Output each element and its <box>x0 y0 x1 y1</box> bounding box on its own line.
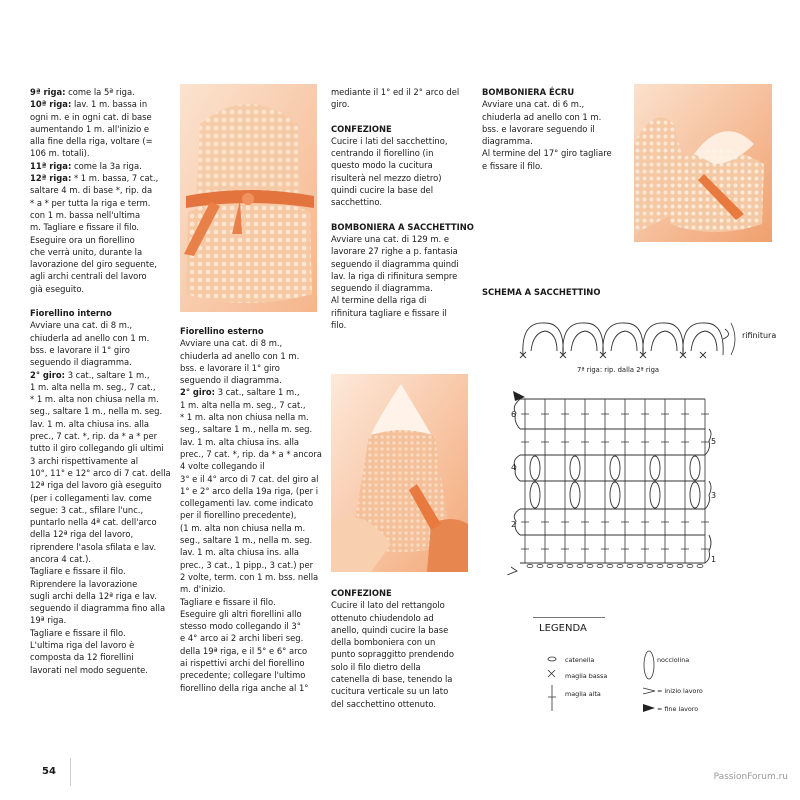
text-line: 1 m. alta nella m. seg., 7 cat., <box>30 381 156 392</box>
text-line: lavorare 27 righe a p. fantasia <box>331 246 458 257</box>
column-2-text <box>180 325 322 694</box>
text-line: * a * per tutta la riga e term. <box>30 197 151 208</box>
text-line: 19ª riga. <box>30 615 67 626</box>
text-line: lavorati nel modo seguente. <box>30 664 148 675</box>
text-line: della 19ª riga, e il 5° e 6° arco <box>180 645 308 656</box>
section-heading-bomboniera-ecru: BOMBONIERA ÉCRU <box>482 87 575 97</box>
text-line: punto sopraggitto prendendo <box>331 649 454 660</box>
text-line: lav. la riga di rifinitura sempre <box>331 270 458 281</box>
text-line: già eseguito. <box>30 283 84 294</box>
text-line: seg., saltare 1 m., nella m. seg. <box>180 535 313 546</box>
text-line: quindi cucire la base del <box>331 185 434 196</box>
legend-catenella: catenella <box>565 656 595 664</box>
finishing-row-picots <box>523 323 729 355</box>
text-line: aumentando 1 m. all'inizio e <box>30 123 150 134</box>
text-line: lavorazione del giro seguente, <box>30 259 157 270</box>
photo-crochet-sack-bomboniera <box>331 374 468 572</box>
text-line: Avviare una cat. di 6 m., <box>482 99 585 110</box>
text-line: fiorellino della riga anche al 1° <box>180 682 309 693</box>
section-heading-bomboniera-sacchettino: BOMBONIERA A SACCHETTINO <box>331 221 474 232</box>
text-line: risulterà nel mezzo dietro) <box>331 172 442 183</box>
text-line: * 1 m. alta non chiusa nella m. <box>180 412 309 423</box>
text-line: e fissare il filo. <box>482 160 543 171</box>
text-line: filo. <box>331 320 347 331</box>
text-line: 4 volte collegando il <box>180 461 265 472</box>
text-line: * 1 m. alta non chiusa nella m. <box>30 394 159 405</box>
text-line: 3 archi rispettivamente al <box>30 455 139 466</box>
text-line: sacchettino. <box>331 197 383 208</box>
column-4-text <box>482 86 612 172</box>
text-line: anello, quindi cucire la base <box>331 624 449 635</box>
text-line: sugli archi della 12ª riga e lav. <box>30 590 157 601</box>
text-line: Tagliare e fissare il filo. <box>30 627 126 638</box>
text-line: per il fiorellino precedente), <box>180 510 297 521</box>
text-line: lav. 1 m. alta chiusa ins. alla <box>180 436 300 447</box>
text-line: giro. <box>331 99 350 110</box>
text-line: 106 m. totali). <box>30 148 90 159</box>
start-arrow-icon <box>507 567 517 575</box>
column-3-lower-text <box>331 587 454 710</box>
text-line: bss. e lavorare seguendo il <box>482 123 595 134</box>
text-line: Eseguire ora un fiorellino <box>30 234 135 245</box>
watermark: PassionForum.ru <box>713 772 788 782</box>
text-line: Tagliare e fissare il filo. <box>180 596 276 607</box>
legend-fine: = fine lavoro <box>657 705 699 713</box>
text-line: bss. e lavorare il 1° giro <box>30 344 130 355</box>
text-line: del sacchettino ottenuto. <box>331 698 436 709</box>
text-line: della bomboniera con un <box>331 637 436 648</box>
text-line: seguendo il diagramma. <box>180 375 282 386</box>
text-line: Avviare una cat. di 8 m., <box>180 338 283 349</box>
legend-symbols <box>545 645 665 715</box>
legend-inizio: = inizio lavoro <box>657 687 703 695</box>
text-line: lav. 1 m. alta chiusa ins. alla <box>30 418 150 429</box>
rifinitura-bracket <box>731 323 735 355</box>
text-line: prec., 3 cat., 1 pipp., 3 cat.) per <box>180 559 314 570</box>
text-line: ancora 4 cat.). <box>30 553 92 564</box>
text-line: 12ª riga del lavoro già eseguito <box>30 480 162 491</box>
double-crochet-icon <box>548 685 556 711</box>
text-line: collegamenti lav. come indicato <box>180 498 314 509</box>
text-line: bss. e lavorare il 1° giro <box>180 362 280 373</box>
chart-title: SCHEMA A SACCHETTINO <box>482 287 601 297</box>
text-line: puntarlo nella 4ª cat. dell'arco <box>30 517 157 528</box>
column-1-text <box>30 86 171 676</box>
text-line: seguendo il diagramma. <box>30 357 132 368</box>
row-label-4: 4 <box>511 463 517 472</box>
row-label-3: 3 <box>711 491 717 500</box>
row-11-instruction: 11ª riga: come la 3a riga. <box>30 160 142 171</box>
text-line: 3° e il 4° arco di 7 cat. del giro al <box>180 473 319 484</box>
text-line: seg., saltare 1 m., nella m. seg. <box>180 424 313 435</box>
round-2-instruction: 2° giro: 3 cat., saltare 1 m., <box>180 387 300 398</box>
row-label-6: 6 <box>511 410 517 419</box>
text-line: prec., 7 cat. *, rip. da * a * ancora <box>180 448 322 459</box>
section-heading-confezione-2: CONFEZIONE <box>331 588 392 598</box>
text-line: m. d'inizio. <box>180 584 226 595</box>
text-line: saltare 4 m. di base *, rip. da <box>30 185 153 196</box>
stitch-grid <box>514 399 711 568</box>
text-line: cucitura verticale su un lato <box>331 686 449 697</box>
photo-ecru-bomboniera <box>634 84 772 242</box>
text-line: della 12ª riga del lavoro, <box>30 529 134 540</box>
text-line: 1° e 2° arco della 19a riga, (per i <box>180 485 319 496</box>
text-line: che verrà unito, durante la <box>30 246 143 257</box>
rifinitura-label: rifinitura <box>742 331 777 340</box>
round-2-instruction: 2° giro: 3 cat., saltare 1 m., <box>30 369 150 380</box>
crochet-chart <box>505 315 775 575</box>
column-3-text <box>331 86 474 331</box>
text-line: Cucire il lato del rettangolo <box>331 600 445 611</box>
text-line: Avviare una cat. di 129 m. e <box>331 233 450 244</box>
legend-maglia-bassa: maglia bassa <box>565 672 608 680</box>
text-line: (per i collegamenti lav. come <box>30 492 152 503</box>
text-line: ottenuto chiudendolo ad <box>331 612 434 623</box>
legend-maglia-alta: maglia alta <box>565 690 601 698</box>
text-line: 1 m. alta nella m. seg., 7 cat., <box>180 399 306 410</box>
text-line: diagramma. <box>482 136 533 147</box>
text-line: chiuderla ad anello con 1 m. <box>482 111 602 122</box>
single-crochet-marks <box>520 352 706 358</box>
photo-lace-bag-with-ribbon <box>180 84 317 312</box>
start-symbol-icon <box>643 688 655 694</box>
text-line: solo il filo dietro della <box>331 661 421 672</box>
text-line: m. Tagliare e fissare il filo. <box>30 222 140 233</box>
page-number: 54 <box>42 766 56 777</box>
text-line: Al termine della riga di <box>331 295 427 306</box>
text-line: Al termine del 17° giro tagliare <box>482 148 612 159</box>
text-line: con 1 m. bassa nell'ultima <box>30 209 141 220</box>
puff-stitch-row <box>530 456 700 508</box>
text-line: mediante il 1° ed il 2° arco del <box>331 87 460 97</box>
text-line: 10°, 11° e 12° arco di 7 cat. della <box>30 467 171 478</box>
text-line: L'ultima riga del lavoro è <box>30 640 135 651</box>
text-line: seg., saltare 1 m., nella m. seg. <box>30 406 163 417</box>
text-line: Avviare una cat. di 8 m., <box>30 320 133 331</box>
section-heading-fiorellino-esterno: Fiorellino esterno <box>180 326 264 336</box>
text-line: centrando il fiorellino (in <box>331 148 434 159</box>
text-line: rifinitura tagliare e fissare il <box>331 307 447 318</box>
row-9-instruction: 9ª riga: come la 5ª riga. <box>30 87 135 97</box>
text-line: Riprendere la lavorazione <box>30 578 138 589</box>
text-line: seguendo il diagramma quindi <box>331 258 459 269</box>
text-line: (1 m. alta non chiusa nella m. <box>180 522 306 533</box>
text-line: Tagliare e fissare il filo. <box>30 566 126 577</box>
chain-icon <box>548 657 556 661</box>
row-12-instruction: 12ª riga: * 1 m. bassa, 7 cat., <box>30 173 159 184</box>
text-line: segue: 3 cat., sfilare l'unc., <box>30 504 144 515</box>
text-line: chiuderla ad anello con 1 m. <box>30 332 150 343</box>
text-line: ogni m. e in ogni cat. di base <box>30 111 152 122</box>
text-line: e 4° arco ai 2 archi liberi seg. <box>180 633 304 644</box>
text-line: catenella di base, tenendo la <box>331 674 453 685</box>
section-heading-fiorellino-interno: Fiorellino interno <box>30 308 112 319</box>
text-line: alla fine della riga, voltare (= <box>30 136 153 147</box>
text-line: questo modo la cucitura <box>331 160 433 171</box>
single-crochet-icon <box>548 670 555 677</box>
text-line: composta da 12 fiorellini <box>30 652 134 663</box>
page-number-divider <box>70 758 71 786</box>
text-line: riprendere l'asola sfilata e lav. <box>30 541 157 552</box>
row-label-5: 5 <box>711 437 717 446</box>
legend-nocciolina: nocciolina <box>657 656 690 664</box>
text-line: ai rispettivi archi del fiorellino <box>180 658 305 669</box>
text-line: chiuderla ad anello con 1 m. <box>180 350 300 361</box>
repeat-note: 7ª riga: rip. dalla 2ª riga <box>577 366 660 374</box>
legend-rule <box>533 617 605 618</box>
text-line: seguendo il diagramma. <box>331 283 433 294</box>
text-line: 2 volte, term. con 1 m. bss. nella <box>180 571 319 582</box>
row-label-1: 1 <box>711 555 717 564</box>
text-line: Eseguire gli altri fiorellini allo <box>180 608 302 619</box>
text-line: agli archi centrali del lavoro <box>30 271 147 282</box>
end-symbol-icon <box>643 704 655 712</box>
section-heading-confezione: CONFEZIONE <box>331 123 392 134</box>
puff-stitch-icon <box>644 651 654 679</box>
row-10-instruction: 10ª riga: lav. 1 m. bassa in <box>30 99 148 110</box>
row-label-2: 2 <box>511 520 517 529</box>
text-line: Cucire i lati del sacchettino, <box>331 135 448 146</box>
legend-title: LEGENDA <box>539 623 587 634</box>
text-line: prec., 7 cat. *, rip. da * a * per <box>30 431 158 442</box>
text-line: precedente; collegare l'ultimo <box>180 670 306 681</box>
text-line: tutto il giro collegando gli ultimi <box>30 443 164 454</box>
text-line: lav. 1 m. alta chiusa ins. alla <box>180 547 300 558</box>
text-line: stesso modo collegando il 3° <box>180 621 301 632</box>
text-line: seguendo il diagramma fino alla <box>30 603 166 614</box>
